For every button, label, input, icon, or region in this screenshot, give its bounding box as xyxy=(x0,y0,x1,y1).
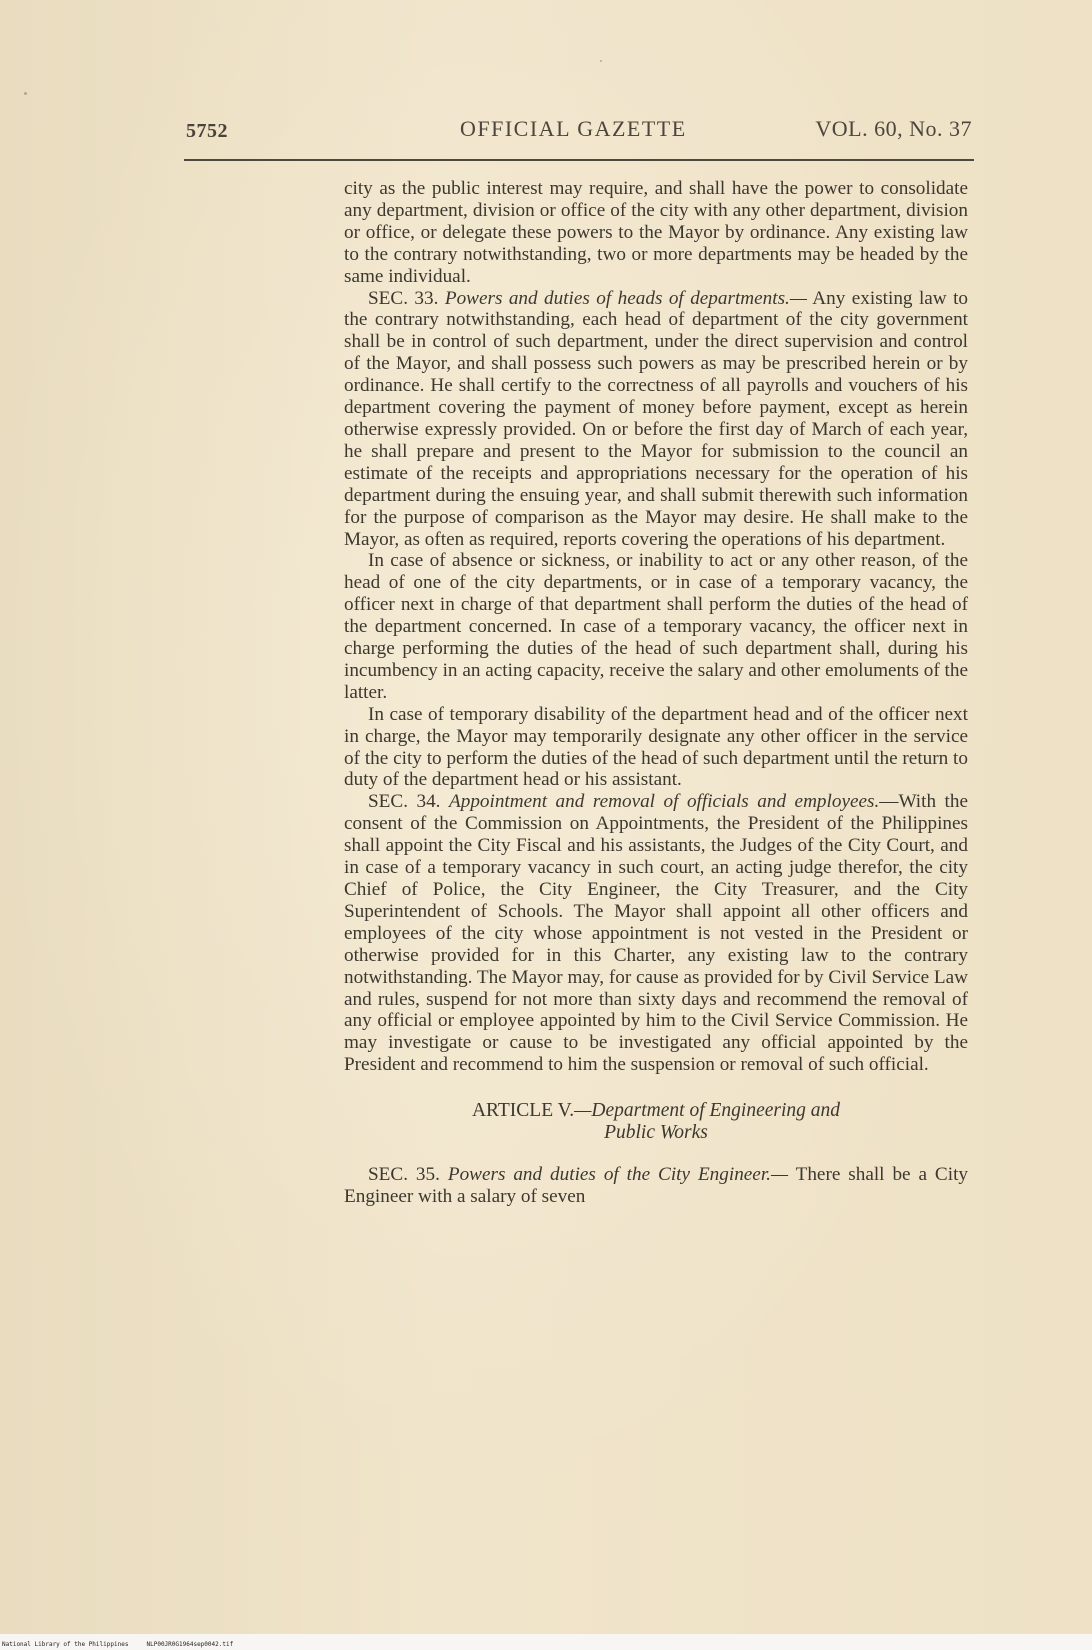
section-label: SEC. 34. xyxy=(368,791,441,813)
article-heading xyxy=(344,1100,968,1144)
section-heading: Powers and duties of the City Engineer.— xyxy=(447,1164,789,1186)
scan-footer xyxy=(2,1641,233,1648)
article-label: ARTICLE V. xyxy=(471,1100,575,1122)
paragraph-disability: In case of temporary disability of the department head and of the officer next in charge, the Mayor may temporarily designate any other officer in the service of the city to perform the duties of the head of such department until the return to duty of the department head or his assistant. xyxy=(344,703,968,791)
publication-title: OFFICIAL GAZETTE xyxy=(460,116,687,141)
section-text: —With the consent of the Commission on Appointments, the President of the Philippines shall appoint the City Fiscal and his assistants, the Judges of the City Court, and in case of a temporary vacancy in such court, an acting judge therefor, the city Chief of Police, the City Engineer, the City Treasurer, and the City Superintendent of Schools. The Mayor shall appoint all other officers and employees of the city whose appointment is not vested in the President or otherwise provided for in this Charter, any existing law to the contrary notwithstanding. The Mayor may, for cause as provided for by Civil Service Law and rules, suspend for not more than sixty days and recommend the removal of any official or employee appointed by him to the Civil Service Commission. He may investigate or cause to be investigated any official appointed by the President and recommend to him the suspension or removal of such official. xyxy=(344,791,968,1076)
section-text: Any existing law to the contrary notwithstanding, each head of department of the city government shall be in control of such department, under the direct supervision and control of the Mayor, and shall possess such powers as may be prescribed herein or by ordinance. He shall certify to the correctness of all payrolls and vouchers of his department covering the payment of money before payment, except as herein otherwise expressly provided. On or before the first day of March of each year, he shall prepare and present to the Mayor for submission to the council an estimate of the receipts and appropriations necessary for the operation of his department during the ensuing year, and shall submit therewith such information for the purpose of comparison as the Mayor may desire. He shall make to the Mayor, as often as required, reports covering the operations of his department. xyxy=(344,287,969,550)
article-title-line-1: —Department of Engineering and xyxy=(574,1100,841,1122)
section-33 xyxy=(344,288,968,551)
page-header xyxy=(186,112,976,148)
article-body xyxy=(344,178,968,1208)
section-heading: Appointment and removal of officials and employees. xyxy=(449,791,880,813)
section-34 xyxy=(344,791,968,1076)
section-label: SEC. 33. xyxy=(368,287,439,309)
page-number: 5752 xyxy=(186,120,228,142)
library-name: National Library of the Philippines xyxy=(2,1641,129,1648)
paper-speck xyxy=(24,92,27,95)
paper-speck xyxy=(600,60,602,62)
paragraph-continued: city as the public interest may require, and shall have the power to consolidate any department, division or office of the city with any other department, division or office, or delegate these powers to the Mayor by ordinance. Any existing law to the contrary notwithstanding, two or more departments may be headed by the same individual. xyxy=(344,178,968,287)
article-title-line-2: Public Works xyxy=(604,1122,708,1144)
volume-number: VOL. 60, No. 37 xyxy=(815,116,972,141)
file-name: NLP00JR0G1964sep0042.tif xyxy=(146,1641,234,1648)
section-text: There shall be a City Engineer with a salary of seven xyxy=(344,1164,968,1208)
paragraph-absence: In case of absence or sickness, or inability to act or any other reason, of the head of one of the city departments, or in case of a temporary vacancy, the officer next in charge of that department shall perform the duties of the head of the department concerned. In case of a temporary vacancy, the officer next in charge performing the duties of the head of such department shall, during his incumbency in an acting capacity, receive the salary and other emoluments of the latter. xyxy=(344,550,968,703)
section-heading: Powers and duties of heads of departments.— xyxy=(444,287,807,309)
header-rule xyxy=(184,159,974,161)
section-35 xyxy=(344,1164,968,1208)
section-label: SEC. 35. xyxy=(368,1164,440,1186)
